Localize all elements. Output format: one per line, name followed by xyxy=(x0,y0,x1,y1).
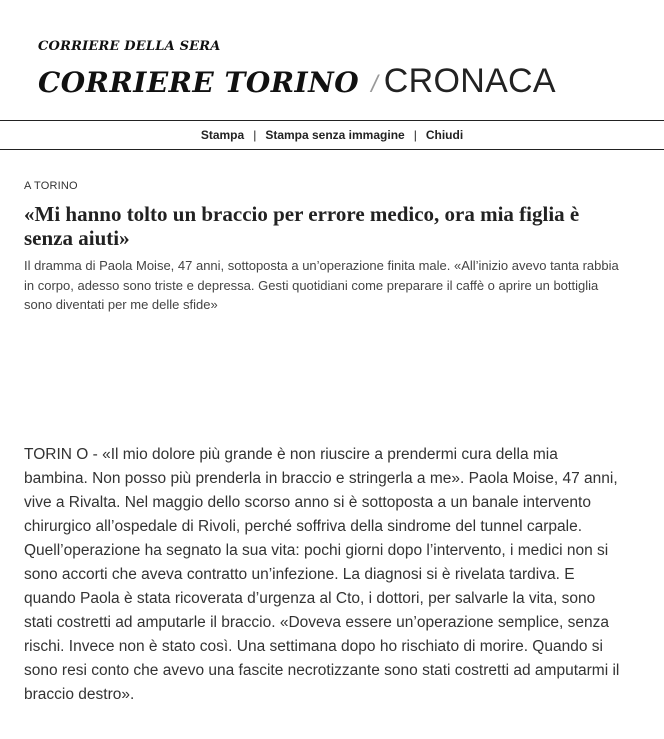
article-summary: Il dramma di Paola Moise, 47 anni, sottoposta a un’operazione finita male. «All’inizio avevo tanta rabbia in corpo, adesso sono triste e depressa. Gesti quotidiani come preparare il caffè o aprire un bottiglia sono diventati per me delle sfide» xyxy=(24,258,619,312)
print-link[interactable]: Stampa xyxy=(200,128,245,142)
close-link[interactable]: Chiudi xyxy=(425,128,464,142)
parent-brand-logo[interactable]: CORRIERE DELLA SERA xyxy=(38,39,221,54)
brand-logo[interactable]: CORRIERE TORINO xyxy=(38,66,360,99)
masthead xyxy=(38,38,556,103)
article-header xyxy=(24,180,632,315)
print-without-image-link[interactable]: Stampa senza immagine xyxy=(265,128,405,142)
article-kicker: A TORINO xyxy=(24,180,78,192)
print-toolbar xyxy=(0,120,664,150)
toolbar-divider: | xyxy=(253,128,257,142)
brand-row xyxy=(38,62,556,103)
article-body: TORIN O - «Il mio dolore più grande è non riuscire a prendermi cura della mia bambina. Non posso più prenderla in braccio e stringerla a me». Paola Moise, 47 anni, vive a Rivalta. Nel maggio dello scorso anno si è sottoposta a un banale intervento chirurgico all’ospedale di Rivoli, perché soffriva della sindrome del tunnel carpale. Quell’operazione ha segnato la sua vita: pochi giorni dopo l’intervento, i medici non si sono accorti che aveva contratto un’infezione. La diagnosi si è rivelata tardiva. E quando Paola è stata ricoverata d’urgenza al Cto, i dottori, per salvarle la vita, sono stati costretti ad amputarle il braccio. «Doveva essere un’operazione semplice, senza rischi. Invece non è stato così. Una settimana dopo ho rischiato di morire. Quando si sono resi conto che avevo una fascite necrotizzante sono stati costretti ad amputarmi il braccio destro». xyxy=(24,446,620,703)
section-title[interactable]: CRONACA xyxy=(383,62,556,100)
article-headline: «Mi hanno tolto un braccio per errore medico, ora mia figlia è senza aiuti» xyxy=(24,202,580,250)
toolbar-divider: | xyxy=(413,128,417,142)
brand-separator: / xyxy=(371,71,378,98)
